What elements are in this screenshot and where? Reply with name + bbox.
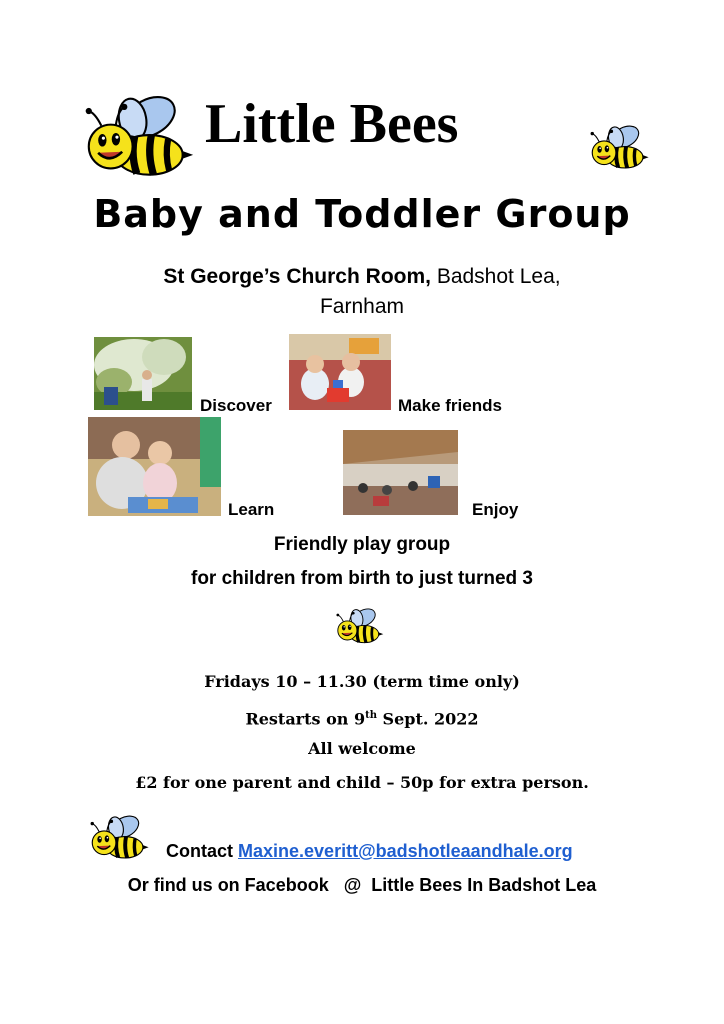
bee-illustration-large	[84, 86, 200, 182]
welcome-text: All welcome	[308, 739, 416, 758]
price-text: £2 for one parent and child – 50p for extra person.	[135, 773, 589, 792]
contact-email-link[interactable]: Maxine.everitt@badshotleaandhale.org	[238, 841, 573, 861]
bee-illustration-small-right	[590, 120, 652, 172]
bee-illustration-contact	[90, 810, 152, 862]
venue-area: Badshot Lea,	[430, 265, 561, 288]
intro-line-2: for children from birth to just turned 3	[191, 568, 533, 589]
contact-label: Contact	[166, 841, 233, 861]
restart-text	[0, 705, 724, 730]
restart-ordinal: th	[365, 710, 377, 721]
restart-suffix: Sept. 2022	[376, 709, 479, 729]
photo-make-friends	[289, 334, 391, 410]
caption-learn: Learn	[228, 500, 275, 519]
intro-line-1: Friendly play group	[273, 534, 451, 555]
restart-prefix: Restarts on 9	[245, 709, 366, 729]
bee-illustration-center	[336, 604, 386, 646]
photo-enjoy	[343, 430, 458, 515]
venue-name: St George’s Church Room,	[163, 265, 431, 288]
contact-line	[166, 839, 573, 863]
caption-make-friends: Make friends	[398, 396, 502, 415]
schedule-text: Fridays 10 – 11.30 (term time only)	[204, 672, 520, 691]
caption-enjoy: Enjoy	[472, 500, 519, 519]
page-title: Little Bees	[205, 93, 459, 155]
caption-discover: Discover	[200, 396, 272, 415]
photo-discover	[94, 337, 192, 410]
photo-learn	[88, 417, 221, 516]
facebook-line: Or find us on Facebook @ Little Bees In Badshot Lea	[127, 875, 597, 895]
venue-location	[0, 262, 724, 322]
page-subtitle: Baby and Toddler Group	[93, 192, 631, 236]
venue-town: Farnham	[319, 295, 405, 318]
